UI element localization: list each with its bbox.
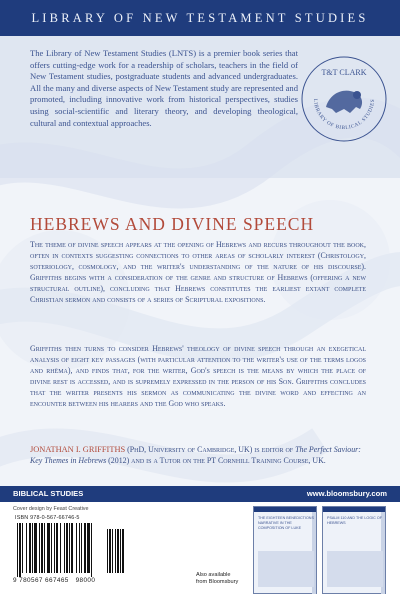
publisher-seal-logo <box>300 55 388 143</box>
author-name: JONATHAN I. GRIFFITHS <box>30 445 126 454</box>
category-bar <box>0 486 400 502</box>
cover-design-credit: Cover design by Feast Creative <box>13 506 89 512</box>
back-cover-footer <box>0 486 400 600</box>
seal-publisher-text: T&T CLARK <box>321 68 367 77</box>
related-book-title-2: PSALM 110 AND THE LOGIC OF HEBREWS <box>327 516 382 525</box>
book-title: HEBREWS AND DIVINE SPEECH <box>30 214 315 234</box>
series-description: The Library of New Testament Studies (LNTS) is a premier book series that offers cutting-edge work for a readership of scholars, teachers in the field of New Testament studies, postgraduate students and advanced undergraduates. All the many and diverse aspects of New Testament study are represented and promoted, including innovative work from historical perspectives, studies using social-scientific and literary theory, and developing theological, cultural and contextual approaches. <box>30 48 298 128</box>
author-bio-part-2: (2012) and is a Tutor on the PT Cornhill Training Course, UK. <box>106 455 326 465</box>
related-book-cover-2[interactable] <box>322 506 386 594</box>
related-book-cover-1[interactable] <box>253 506 317 594</box>
barcode-digits: 9 780567 667465 98000 <box>13 577 96 584</box>
description-paragraph-1: The theme of divine speech appears at the opening of Hebrews and recurs throughout the book, often in contexts suggesting connections to other areas of scholarly interest (Christology, soteriology, cosmology, and the writer's understanding of the nature of his discourse). Griffiths begins with a consideration of the genre and structure of Hebrews (offering a new structural outline), concluding that Hebrews constitutes the earliest extant complete Christian sermon and consists of a series of Scriptural expositions. <box>30 240 366 304</box>
seal-arc-text: LIBRARY OF BIBLICAL STUDIES <box>311 98 377 132</box>
publisher-website[interactable]: www.bloomsbury.com <box>306 489 387 498</box>
also-available-note <box>196 572 238 586</box>
author-bio <box>30 445 366 467</box>
author-previous-book: The Perfect Saviour: Key Themes in Hebrews <box>30 445 361 465</box>
author-bio-part-1: (PhD, University of Cambridge, UK) is editor of <box>125 445 296 454</box>
related-book-title-1: THE EIGHTEEN BENEDICTIONS NARRATIVE IN THE COMPOSITION OF LUKE <box>258 516 314 530</box>
description-paragraph-2: Griffiths then turns to consider Hebrews' theology of divine speech through an exegetical analysis of eight key passages (with particular attention to the writer's use of the terms logos and rhēma), and finds that, for the writer, God's speech is the means by which the place of divine rest is accessed, and is supremely expressed in the person of his Son. Griffiths concludes that the writer presents his sermon as communicating the divine word and effecting an encounter between his hearers and the God who speaks. <box>30 344 366 408</box>
barcode-panel <box>13 515 135 590</box>
from-publisher-text: from Bloomsbury <box>196 579 239 586</box>
category-label: BIBLICAL STUDIES <box>13 489 84 498</box>
barcode-graphic <box>15 523 133 579</box>
also-available-text: Also available <box>196 572 231 578</box>
price-code: 98000 <box>75 577 96 584</box>
series-title-bar: LIBRARY OF NEW TESTAMENT STUDIES <box>0 0 400 36</box>
isbn-number: ISBN 978-0-567-66746-5 <box>15 515 80 521</box>
